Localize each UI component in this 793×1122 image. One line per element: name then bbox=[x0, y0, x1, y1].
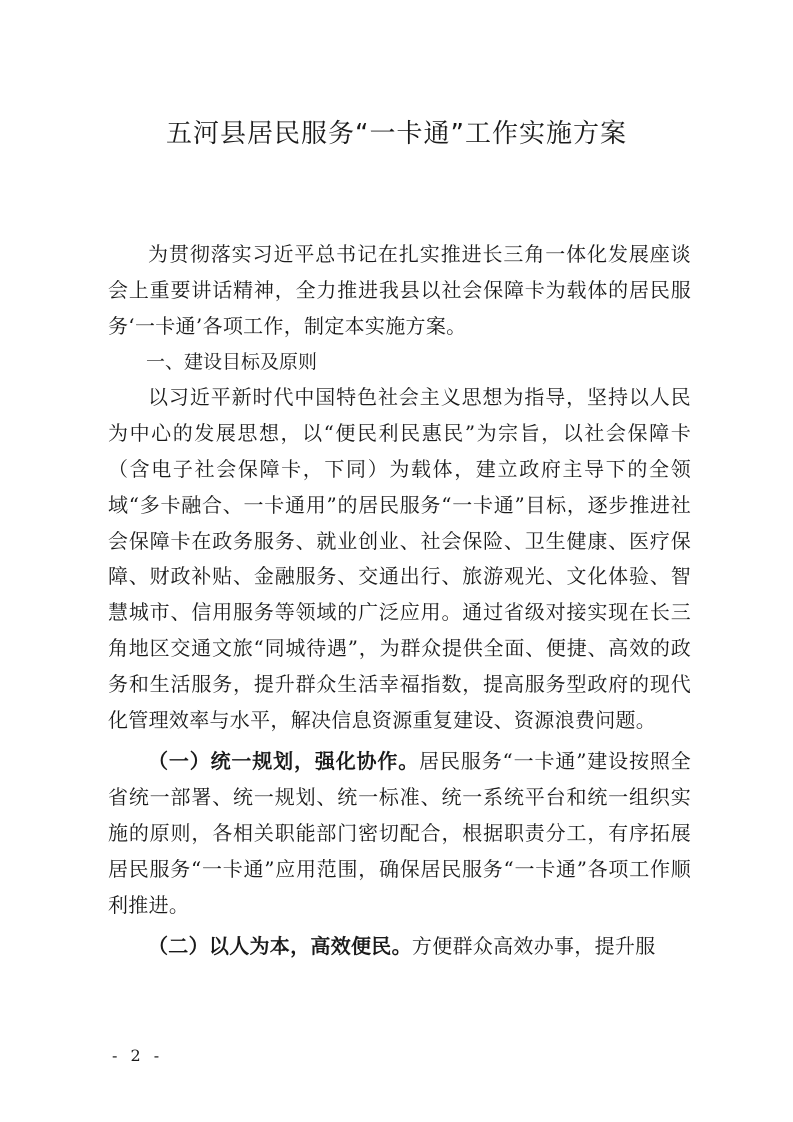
section-heading: 一、建设目标及原则 bbox=[146, 351, 318, 374]
principle-paragraph-2 bbox=[108, 929, 691, 965]
section-paragraph: 以习近平新时代中国特色社会主义思想为指导，坚持以人民为中心的发展思想，以“便民利民惠民”为宗旨，以社会保障卡（含电子社会保障卡，下同）为载体，建立政府主导下的全领域“多卡融合、一卡通用”的居民服务“一卡通”目标，逐步推进社会保障卡在政务服务、就业创业、社会保险、卫生健康、医疗保障、财政补贴、金融服务、交通出行、旅游观光、文化体验、智慧城市、信用服务等领域的广泛应用。通过省级对接实现在长三角地区交通文旅“同城待遇”，为群众提供全面、便捷、高效的政务和生活服务，提升群众生活幸福指数，提高服务型政府的现代化管理效率与水平，解决信息资源重复建设、资源浪费问题。 bbox=[108, 385, 691, 732]
principle-lead: （二）以人为本，高效便民。 bbox=[148, 934, 412, 959]
principle-text: 居民服务“一卡通”建设按照全省统一部署、统一规划、统一标准、统一系统平台和统一组织实施的原则，各相关职能部门密切配合，根据职责分工，有序拓展居民服务“一卡通”应用范围，确保居民服务“一卡通”各项工作顺利推进。 bbox=[108, 749, 691, 917]
principle-lead: （一）统一规划，强化协作。 bbox=[148, 749, 420, 774]
document-title: 五河县居民服务“一卡通”工作实施方案 bbox=[166, 119, 627, 149]
principle-text: 方便群众高效办事，提升服 bbox=[411, 934, 656, 959]
principle-paragraph-1 bbox=[108, 744, 691, 923]
page-number: - 2 - bbox=[112, 1046, 164, 1065]
document-body bbox=[108, 237, 691, 965]
intro-paragraph: 为贯彻落实习近平总书记在扎实推进长三角一体化发展座谈会上重要讲话精神，全力推进我县以社会保障卡为载体的居民服务‘一卡通’各项工作，制定本实施方案。 bbox=[108, 242, 691, 338]
